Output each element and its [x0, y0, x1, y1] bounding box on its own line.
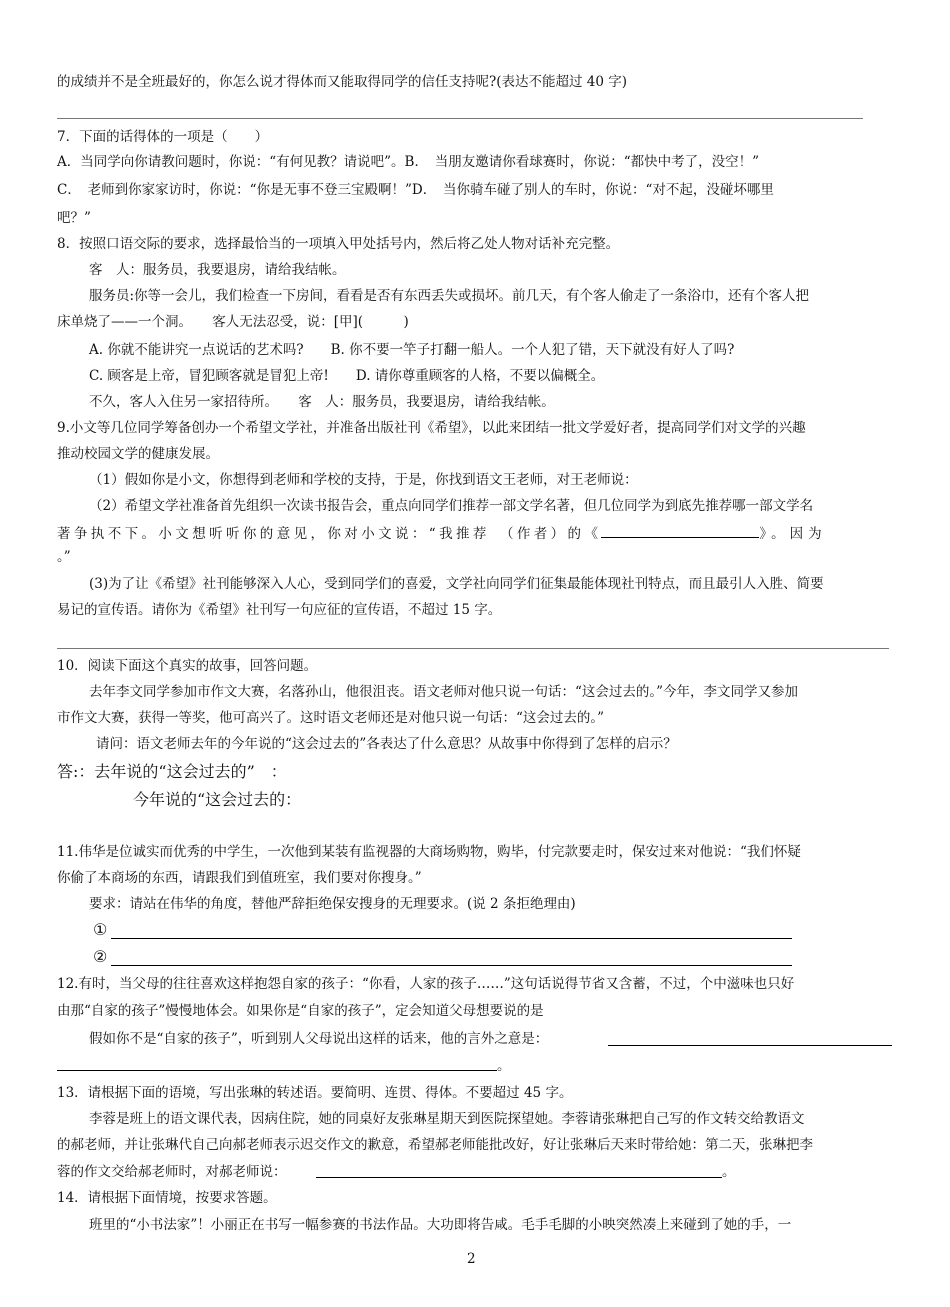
relay-statement-blank[interactable] [316, 1177, 722, 1178]
answer-label: 答:：去年说的“这会过去的” ： [57, 762, 287, 781]
dialogue-line: 客 人：服务员，我要退房，请给我结帐。 [89, 262, 346, 278]
question-8: 8．按照口语交际的要求，选择最恰当的一项填入甲处括号内，然后将乙处人物对话补充完整。 [57, 236, 620, 252]
sub-question: （2）希望文学社准备首先组织一次读书报告会，重点向同学们推荐一部文学名著，但几位同学为到底先推荐哪一部文学名 [89, 498, 814, 514]
text-line: 班里的“小书法家”！小丽正在书写一幅参赛的书法作品。大功即将告咸。毛手毛脚的小映突然凑上来碰到了她的手，一 [89, 1217, 792, 1233]
text-line: 假如你不是“自家的孩子”，听到别人父母说出这样的话来，他的言外之意是： [89, 1031, 549, 1047]
fill-text: 著争执不下。小文想听听你的意见，你对小文说：“我推荐 （作者）的《 [57, 526, 602, 542]
text-line: 推动校园文学的健康发展。 [57, 446, 219, 462]
implication-blank[interactable] [608, 1045, 892, 1046]
option-line: C． 老师到你家家访时，你说：“你是无事不登三宝殿啊！”D． 当你骑车碰了别人的车时，你说：“对不起，没碰坏哪里 [57, 182, 774, 198]
question-10: 10．阅读下面这个真实的故事，回答问题。 [57, 658, 318, 674]
dialogue-line: 服务员:你等一会儿，我们检查一下房间，看看是否有东西丢失或损坏。前几天，有个客人偷走了一条浴巾，还有个客人把 [89, 288, 810, 304]
sub-question: （1）假如你是小文，你想得到老师和学校的支持，于是，你找到语文王老师，对王老师说： [89, 472, 638, 488]
text-line: 。” [57, 549, 71, 565]
text-line: 吧？” [57, 210, 91, 226]
question-9: 9.小文等几位同学筹备创办一个希望文学社，并准备出版社刊《希望》，以此来团结一批文学爱好者，提高同学们对文学的兴趣 [57, 420, 806, 436]
text-line: 市作文大赛，获得一等奖，他可高兴了。这时语文老师还是对他只说一句话：“这会过去的。” [57, 710, 605, 726]
question-7: 7．下面的话得体的一项是（ ） [57, 129, 269, 145]
text-line: 蓉的作文交给郝老师时，对郝老师说： [57, 1164, 287, 1180]
text-line: 李蓉是班上的语文课代表，因病住院，她的同桌好友张琳星期天到医院探望她。李蓉请张琳把自己写的作文转交给教语文 [89, 1111, 805, 1127]
reason-1-blank[interactable] [111, 938, 792, 939]
text-line: 要求：请站在伟华的角度，替他严辞拒绝保安搜身的无理要求。(说 2 条拒绝理由) [89, 896, 576, 912]
question-13: 13．请根据下面的语境，写出张琳的转述语。要简明、连贯、得体。不要超过 45 字。 [57, 1085, 573, 1101]
text-line: 。 [722, 1164, 736, 1180]
text-line: 的郝老师，并让张琳代自己向郝老师表示迟交作文的歉意，希望郝老师能批改好，好让张琳后天来时带给她：第二天，张琳把李 [57, 1137, 813, 1153]
text-line: 。 [497, 1058, 511, 1074]
option-line: A．当同学向你请教问题时，你说：“有何见教？请说吧”。B． 当朋友邀请你看球赛时，你说：“都快中考了，没空！” [57, 154, 760, 170]
option-line: A. 你就不能讲究一点说话的艺术吗? B. 你不要一竿子打翻一船人。一个人犯了错，天下就没有好人了吗? [89, 342, 735, 358]
text-line: 你偷了本商场的东西，请跟我们到值班室，我们要对你搜身。” [57, 870, 422, 886]
reason-marker: ② [93, 947, 108, 966]
text-line: 去年李文同学参加市作文大赛，名落孙山，他很沮丧。语文老师对他只说一句话：“这会过去的。”今年，李文同学又参加 [89, 684, 799, 700]
text-line: 请问：语文老师去年的今年说的“这会过去的”各表达了什么意思？从故事中你得到了怎样的启示？ [96, 736, 677, 752]
question-11: 11.伟华是位诚实而优秀的中学生，一次他到某装有监视器的大商场购物，购毕，付完款要走时，保安过来对他说：“我们怀疑 [57, 844, 801, 860]
text-line: 易记的宣传语。请你为《希望》社刊写一句应征的宣传语，不超过 15 字。 [57, 602, 502, 618]
book-title-blank[interactable] [601, 523, 759, 538]
implication-blank-cont[interactable] [57, 1070, 497, 1071]
reason-marker: ① [93, 920, 108, 939]
page-number: 2 [467, 1251, 476, 1267]
fill-text: 》。因为 [759, 526, 827, 542]
option-line: C. 顾客是上帝，冒犯顾客就是冒犯上帝! D. 请你尊重顾客的人格，不要以偏概全。 [89, 368, 605, 384]
answer-line[interactable] [57, 118, 863, 119]
sub-question: (3)为了让《希望》社刊能够深入人心，受到同学们的喜爱，文学社向同学们征集最能体现社刊特点，而且最引人入胜、简要 [89, 576, 824, 592]
fill-line [57, 523, 827, 544]
text-line: 的成绩并不是全班最好的，你怎么说才得体而又能取得同学的信任支持呢?(表达不能超过 40 字) [57, 74, 628, 90]
dialogue-line: 床单烧了——一个洞。 客人无法忍受，说：[甲]( ) [57, 314, 409, 330]
dialogue-line: 不久，客人入住另一家招待所。 客 人：服务员，我要退房，请给我结帐。 [89, 394, 555, 410]
question-14: 14．请根据下面情境，按要求答题。 [57, 1190, 277, 1206]
answer-label: 今年说的“这会过去的： [133, 790, 302, 809]
reason-2-blank[interactable] [111, 965, 792, 966]
text-line: 由那“自家的孩子”慢慢地体会。如果你是“自家的孩子”，定会知道父母想要说的是 [57, 1003, 544, 1019]
answer-line[interactable] [57, 648, 889, 649]
question-12: 12.有时，当父母的往往喜欢这样抱怨自家的孩子：“你看，人家的孩子……”这句话说得节省又含蓄，不过，个中滋味也只好 [57, 976, 795, 992]
